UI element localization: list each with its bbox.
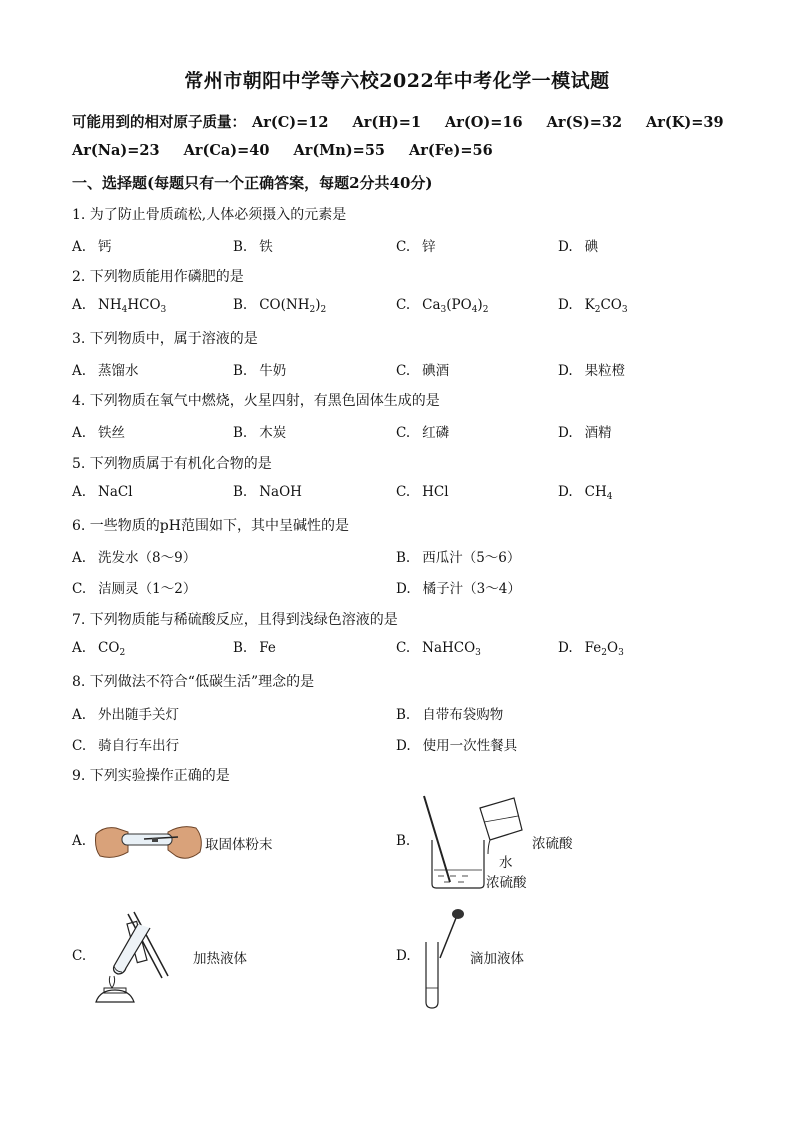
question-5-stem: 5. 下列物质属于有机化合物的是 [72,456,272,472]
q2-option-a[interactable]: A. $NH_4HCO_3$ [72,297,167,315]
q4-option-c[interactable]: C. 红磷 [396,425,450,441]
mass-value: Ar(C)=12 [252,114,329,131]
figure-d-label: 滴加液体 [470,951,524,967]
question-7-stem: 7. 下列物质能与稀硫酸反应，且得到浅绿色溶液的是 [72,612,398,628]
q5-option-d[interactable]: D. $CH_4$ [558,484,613,502]
question-1-stem: 1. 为了防止骨质疏松,人体必须摄入的元素是 [72,207,347,223]
q5-option-a[interactable]: A. NaCl [72,484,133,500]
hands-test-tube-figure [92,812,207,867]
q8-option-d[interactable]: D. 使用一次性餐具 [396,738,518,754]
q2-option-b[interactable]: B. $CO(NH_2)_2$ [233,297,327,315]
question-2-stem: 2. 下列物质能用作磷肥的是 [72,269,244,285]
mass-value: Ar(Ca)=40 [183,142,270,159]
page-title: 常州市朝阳中学等六校2022年中考化学一模试题 [184,70,610,92]
mass-value: Ar(Fe)=56 [409,142,493,159]
atomic-mass-line-2 [72,142,517,159]
q6-option-b[interactable]: B. 西瓜汁（5～6） [396,550,521,566]
q6-option-d[interactable]: D. 橘子汁（3～4） [396,581,521,597]
q9-option-a-letter[interactable]: A. [72,833,87,849]
question-6-stem: 6. 一些物质的pH范围如下，其中呈碱性的是 [72,518,349,534]
q6-option-c[interactable]: C. 洁厕灵（1～2） [72,581,197,597]
q1-option-d[interactable]: D. 碘 [558,239,599,255]
mass-value: Ar(S)=32 [546,114,623,131]
mass-value: Ar(O)=16 [445,114,523,131]
question-8-stem: 8. 下列做法不符合“低碳生活”理念的是 [72,674,315,690]
question-9-stem: 9. 下列实验操作正确的是 [72,768,230,784]
q1-option-c[interactable]: C. 锌 [396,239,436,255]
q9-option-c-letter[interactable]: C. [72,948,87,964]
q9-option-b-letter[interactable]: B. [396,833,411,849]
dropper-tube-figure [418,906,468,1010]
q8-option-a[interactable]: A. 外出随手关灯 [72,707,180,723]
q2-option-d[interactable]: D. $K_2CO_3$ [558,297,628,315]
q5-option-b[interactable]: B. NaOH [233,484,302,500]
mass-value: Ar(K)=39 [646,114,724,131]
q8-option-b[interactable]: B. 自带布袋购物 [396,707,504,723]
atomic-mass-line-1 [72,111,748,132]
q8-option-c[interactable]: C. 骑自行车出行 [72,738,180,754]
q1-option-a[interactable]: A. 钙 [72,239,112,255]
q6-option-a[interactable]: A. 洗发水（8～9） [72,550,197,566]
q7-option-d[interactable]: D. $Fe_2O_3$ [558,640,624,658]
question-4-stem: 4. 下列物质在氧气中燃烧，火星四射，有黑色固体生成的是 [72,393,440,409]
mass-value: Ar(H)=1 [352,114,422,131]
q3-option-c[interactable]: C. 碘酒 [396,363,450,379]
mass-value: Ar(Na)=23 [72,142,160,159]
section-title: 一、选择题(每题只有一个正确答案，每题2分共40分) [72,174,433,192]
q7-option-a[interactable]: A. $CO_2$ [72,640,126,658]
mass-value: Ar(Mn)=55 [293,142,385,159]
q4-option-d[interactable]: D. 酒精 [558,425,612,441]
q5-option-c[interactable]: C. HCl [396,484,449,500]
q9-option-d-letter[interactable]: D. [396,948,411,964]
q4-option-b[interactable]: B. 木炭 [233,425,287,441]
figure-b-label-bottom: 浓硫酸 [486,875,527,891]
q7-option-b[interactable]: B. Fe [233,640,276,656]
figure-c-label: 加热液体 [193,951,247,967]
q2-option-c[interactable]: C. $Ca_3(PO_4)_2$ [396,297,489,315]
q3-option-a[interactable]: A. 蒸馏水 [72,363,139,379]
q3-option-d[interactable]: D. 果粒橙 [558,363,626,379]
question-3-stem: 3. 下列物质中，属于溶液的是 [72,331,258,347]
heating-tube-figure [92,908,192,1006]
figure-b-label-top: 浓硫酸 [532,836,573,852]
q4-option-a[interactable]: A. 铁丝 [72,425,126,441]
atomic-mass-label: 可能用到的相对原子质量： [72,114,246,131]
figure-a-label: 取固体粉末 [205,837,273,853]
q3-option-b[interactable]: B. 牛奶 [233,363,287,379]
q7-option-c[interactable]: C. NaHCO$_3$ [396,640,481,658]
q1-option-b[interactable]: B. 铁 [233,239,273,255]
figure-b-label-water: 水 [499,855,513,871]
